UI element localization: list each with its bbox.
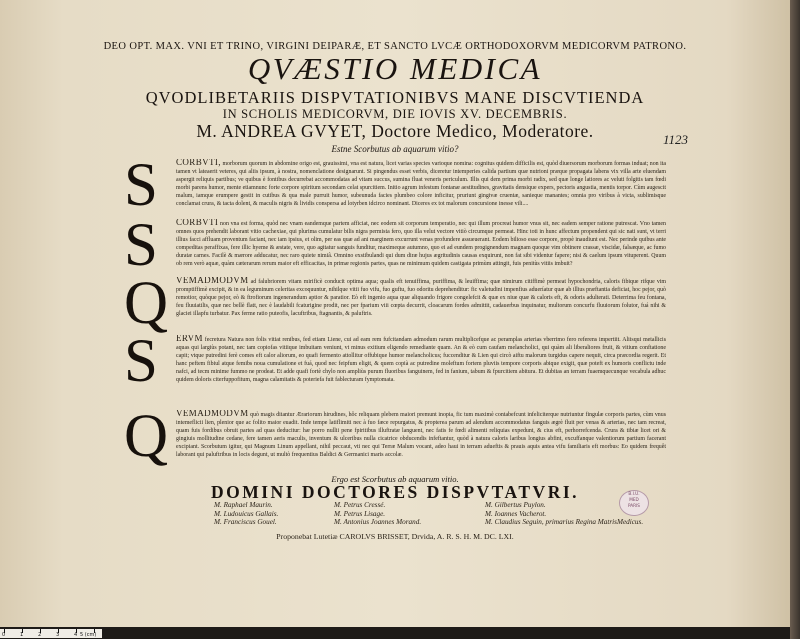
page-edge (790, 0, 800, 639)
handwritten-number: 1123 (663, 132, 689, 147)
disputants-heading: DOMINI DOCTORES DISPVTATVRI. (210, 482, 580, 502)
disputant-name: M. Ludouicus Gallais. (214, 509, 279, 518)
body-paragraph (176, 335, 666, 406)
ruler-label: 3 (56, 632, 60, 638)
paragraph-lead: ERVM (176, 335, 203, 343)
library-stamp (619, 490, 649, 516)
disputant-name: M. Antonius Joannes Morand. (334, 518, 422, 527)
disputant-name: M. Gilbertus Puylon. (485, 501, 546, 509)
scale-ruler (0, 629, 102, 638)
paragraph-text: ad falubriorem vitam mirificè conducit optima aqua; qualis eft tenuiffima, puriffima, & leuiffima; quæ nimirum citiffimè permeat hypochondria, caloris fibique rifque vim promptiffimè excipit, & in ea leguminum celeritas excoquuntur, nihilque vitii fuo vifu, fuo guftu, fuo odoritu deprehenditur: fic valetudini impenfius adueríatur quæ ab illius præftantia deficiat, hoc pejor, quò remotior, quòque pejor, eò & ftrofiorum ingenerandum aptior & paratior. Eò eft ingenio aqua quæ aliquando frigore congelefcit & quæ ex niue quæ & caloris eft, & odoris adulterati. Deterrima feu fontana, feu fluuiatilis, quæ nec bellè flatt, nec è laudabili fcaturigine prodit, nec per fparium viii cœpta decurrit, cloacarum fordes admittit, cadauerbus inquinatur, multorum concurfu fluuiorum folutor, fuá nihi & glaciei illapfu turbatur. Pax ferme ratio puteofis, lacuftribus, ftagnantis, & paluftris. (176, 279, 666, 317)
paragraph-text: morborum quorum in abdomine origo est, grauissimi, vna est natura, licet varias species varioque nomina: cognitus quidem difficilis est, quòd diuersorum morborum formas induat; non ita tamen vt lateaerit veteres, qui aliis ipsum, à nostra, nomenclatione designarunt. Si pingendus esset verbis, diceretur intemperies calida partium quæ nutrioni præque propagata labens vix villa arte eluendam aspergit reliquis partibus; ve quibus è fontibus decurrebat accommodatas ad vitam succus, sumina fluat veneris periculum. Illis qui dem prima morbi radix, sed quæ longe latiores ac veluti folgitis tam fœdi morbi parens humor, mente etiamnunc forte corpore spiritum secondam celat spurcitiem. Initio agrum infestum fontanæ aestitudines, gravitatis densique expers, pectoris angustia, mentis torpor. Cùm augescit malum, iamque erumpere gestit in cutibus & qua male purruit humor, subeunuda facies plumbeo colore inficitur, pruriunt gingivæ cruentæ, sanieque manantes; omnia pro viribus à victa, sublimisque conclamat crura, & tacta dolent, & maculis nigris & lividis conspersa ad lotyrben idcirco nominant. Diceres ex tot malorum concursione inesse vili.... (176, 161, 666, 207)
ruler-label: 1 (20, 632, 24, 638)
place-date: IN SCHOLIS MEDICORVM, DIE IOVIS XV. DECEMBRIS. (222, 107, 568, 121)
bottom-strip (0, 627, 790, 639)
question: Estne Scorbutus ab aquarum vitio? (331, 144, 459, 154)
ruler-label: 4 (74, 632, 78, 638)
subtitle: QVODLIBETARIIS DISPVTATIONIBVS MANE DISCVTIENDA (145, 88, 645, 107)
disputant-name: M. Petrus Cressé. (334, 501, 386, 509)
paragraph-lead: VEMADMODVM (176, 277, 249, 285)
disputant-name: M. Ioannes Vacherot. (485, 509, 547, 518)
paragraph-lead: VEMADMODVM (176, 410, 249, 418)
disputants-col-1 (214, 501, 278, 527)
disputant-name: M. Petrus Lisage. (334, 509, 386, 518)
dedication: DEO OPT. MAX. VNI ET TRINO, VIRGINI DEIPARÆ, ET SANCTO LVCÆ ORTHODOXORVM MEDICORVM PATRONO. (103, 41, 687, 52)
paragraph-text: fecretura Natura non folis vitiat renibus, fed etiam Liene, cui ad eam rem fufcitandam admodum rarum multiplicefque ac peramplas arterias vberrimo fero referens impertiit. Aliisqui metallicis aquas qui largiùs potant, nec tam copiofas vitiique imbuitam veniunt, vt minus exitium eligendo remediante quam. An & eò cum caufam melancholici, qui quàm ali liberaliores fruit, & vitium conftatione capit; vtque putredini ferè comes eft calor aliorum, eo quafi fermento attollitur offubique humor melancholicus; fuccenditur & Lien qui circò aiftu malorum turgidus capere nequit, circa præcordia regerit. Et hanc peftem fibiul atque femibs noua cumulatione et fuá, quod nec feipfum eligit, & quem copià ac putredine moleftum fortem pluviis tempore corporis abique exigit, quæ poteft ex humoris conflictu inde nafci, ad tecm minime fummo ne prodeat. Et adde quafi fortè chylo non ampliùs purum fluoribus fanguinem, fed in fanium, tabum & fpurcitiem abitura. Et dubitas an terram fuaemquecunque vecabula adhuc quidem doloris citerfuppofitum, magna calamitatis & poteriefa fuit fablecturam fymptomata. (176, 337, 666, 383)
paragraph-lead: CORBVTI (176, 219, 219, 227)
stamp-line: B.I.U. (628, 491, 640, 496)
drop-cap: S (124, 152, 158, 219)
stamp-line: PARIS (628, 503, 640, 508)
drop-cap: S (124, 212, 158, 279)
disputant-name: M. Claudius Seguin, primarius Regina MatrisMedicus. (485, 518, 644, 527)
body-paragraph (176, 410, 666, 465)
stamp-line: MED (629, 497, 639, 502)
paragraph-text: non vna est forma, quòd nec vnam eandemque partem afficiat, nec eodem sit corporum temperatio, nec qui illum procreat humor vnus sit, nec eadem semper ratione putrescat. Vno tamen omnes quos prehendit laborant vitio cachexiae, qui plurima cumulatur bilis nigra permista fero, quo illa velut vectore vitiò circumque permeat. Hinc toti in hunc affectum propendent qui sic nati sunt, vt terri illius facci affluam proventum faciant, nec iam ipsius, et olim, per eas quæ ad ani marginem excurrunt venas profundere assueuerant. Eodem bilioso esse corpore, propè inaudiunt est. Nec perinde quibus ante compeditas peraffixas, fere illic hyeme & æstate, vere, quo agitatur sanguis funditur, maximeque autumno, quo ei ad eundem progignendum magnam quoque vim obtinere crassæ, viscidæ, falsæque, ac fumo duratæ carnes. Facilè & mærore adducatur, nec raro quiete nimiâ. Omnino exstibulandi qui dum diræ hujus ægritudinis causas exquirunt, non fat sibi videntur fapere; nisi & caelum ipsum vituperent. Quum ob rem verò aquæ, quàm cæterarum rerum maior eft efficacitas, in primæ regionis partes, quas ne minimum quidem castigata primùm attingit, fuis penitùs vitiis imbuit? (176, 221, 666, 267)
paragraph-lead: CORBVTI, (176, 159, 221, 167)
moderator: M. ANDREA GVYET, Doctore Medico, Moderatore. (196, 121, 594, 141)
drop-cap: Q (124, 270, 169, 337)
disputants-col-2 (334, 501, 421, 527)
disputant-name: M. Raphael Maurin. (214, 501, 273, 509)
imprint: Proponebat Lutetiæ CAROLVS BRISSET, Drvida, A. R. S. H. M. DC. LXI. (276, 532, 514, 541)
ruler-label: 0 (2, 632, 6, 638)
page-title: QVÆSTIO MEDICA (247, 51, 543, 86)
drop-cap: Q (124, 403, 169, 470)
ruler-label: 2 (38, 632, 42, 638)
drop-cap: S (124, 328, 158, 395)
conclusion: Ergo est Scorbutus ab aquarum vitio. (331, 474, 459, 484)
paragraph-text: quò magis ditantur Ærariorum hirudines, hôc reliquam plebem maiori premunt inopia, fic tum maximè contabefcunt infeliciterque nutriuntur fingulæ corporis partes, cùm vnus intemeflicii lien, plenior que ac folito maior euadit. Inde tempe latiflimiti nec à fuo fæce repurgatus, & propterea parum ad alendum accommodatus fanguis ægrè fluit per venas & arterias, nec tam recreat, quam fuis fordibus obruit partes ad quas deducitur: hæ porro nullii pene fpiritibus illuftratæ languent, nec fatis fe fœdi alimenti reliquias expedunt, & cius eft, perhorrefcenda. Crura & tibiæ licet ori & gingiuis mollitudine cedane, fere tamen aeris maculis, inventum & ulceribus nulla cicatrice obducendis infeftantur, quòd à natura caloris laribus longius abfint, excuffanque valentiorum partium facerant excipiant. Scorbutum igitur, qui Magnum Linum appellant, nihil peccaut, vti nec qui Terræ Malum vocant, adeo haui in terram adueftis & prauis aquis antea vifu familiaris eft morbus: Eo quidem frequêt laborant qui paluftribus in locis degunt, ut multò frequentius Baldici & Germanici maris accolæ. (176, 412, 666, 458)
disputant-name: M. Franciscus Gouel. (214, 518, 277, 527)
ruler-label: 5 (cm) (80, 632, 97, 638)
